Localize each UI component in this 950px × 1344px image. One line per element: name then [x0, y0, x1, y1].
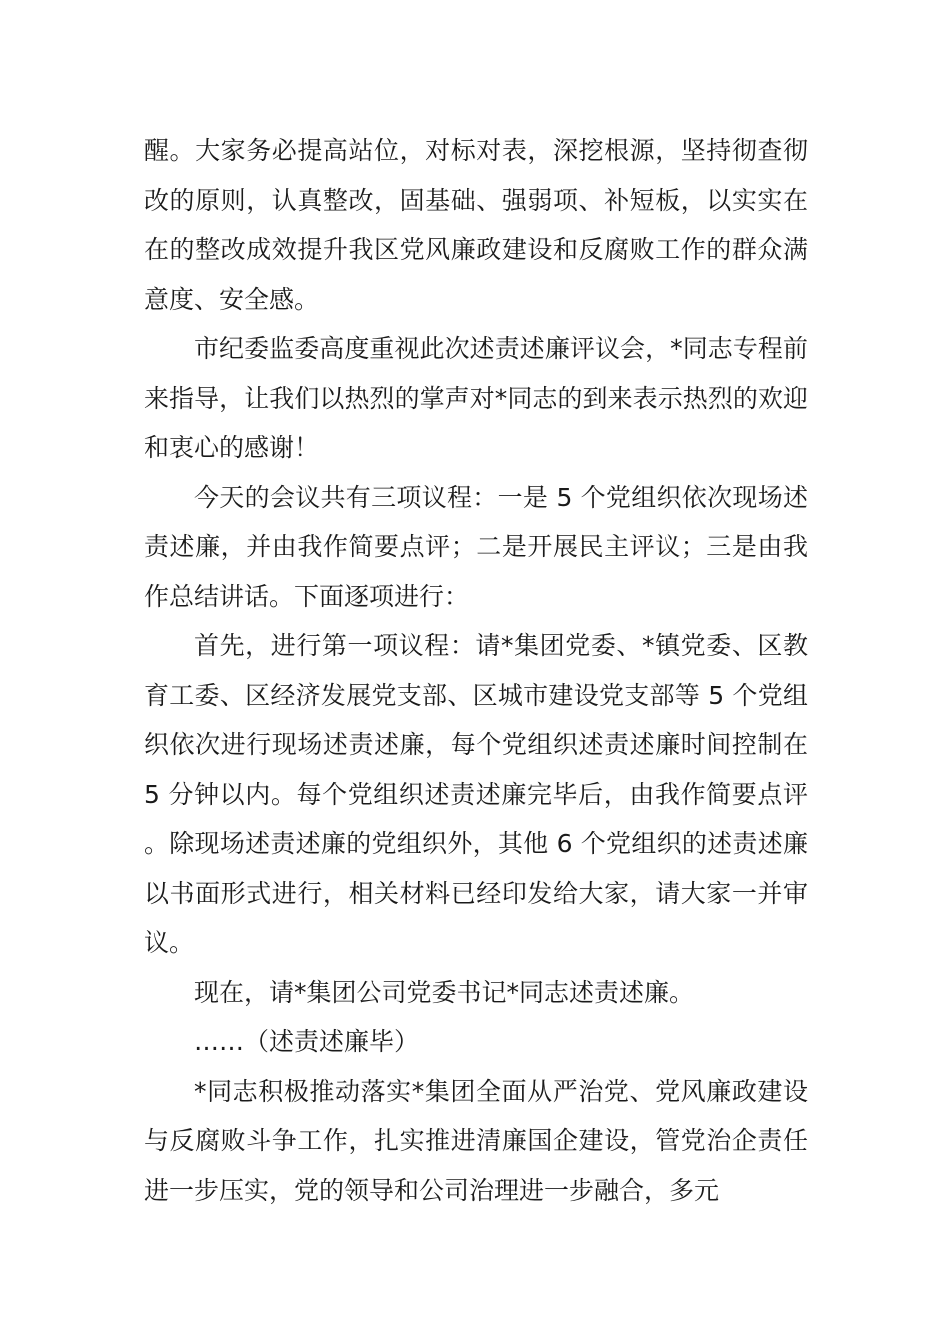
paragraph-4: 首先，进行第一项议程：请*集团党委、*镇党委、区教育工委、区经济发展党支部、区城市建设党支部等 5 个党组织依次进行现场述责述廉，每个党组织述责述廉时间控制在 5 分钟以内。每个党组织述责述廉完毕后，由我作简要点评。除现场述责述廉的党组织外，其他 6 个党组织的述责述廉以书面形式进行，相关材料已经印发给大家，请大家一并审议。: [144, 631, 808, 957]
paragraph-6: ……（述责述廉毕）: [194, 1027, 420, 1056]
document-body: [144, 126, 808, 1215]
paragraph-1: 醒。大家务必提高站位，对标对表，深挖根源，坚持彻查彻改的原则，认真整改，固基础、强弱项、补短板，以实实在在的整改成效提升我区党风廉政建设和反腐败工作的群众满意度、安全感。: [144, 136, 808, 314]
paragraph-5: 现在，请*集团公司党委书记*同志述责述廉。: [194, 977, 695, 1007]
paragraph-2: 市纪委监委高度重视此次述责述廉评议会，*同志专程前来指导，让我们以热烈的掌声对*同志的到来表示热烈的欢迎和衷心的感谢！: [144, 334, 808, 462]
paragraph-3: 今天的会议共有三项议程：一是 5 个党组织依次现场述责述廉，并由我作简要点评；二是开展民主评议；三是由我作总结讲话。下面逐项进行：: [144, 482, 808, 611]
paragraph-7: *同志积极推动落实*集团全面从严治党、党风廉政建设与反腐败斗争工作，扎实推进清廉国企建设，管党治企责任进一步压实，党的领导和公司治理进一步融合，多元: [144, 1076, 808, 1205]
